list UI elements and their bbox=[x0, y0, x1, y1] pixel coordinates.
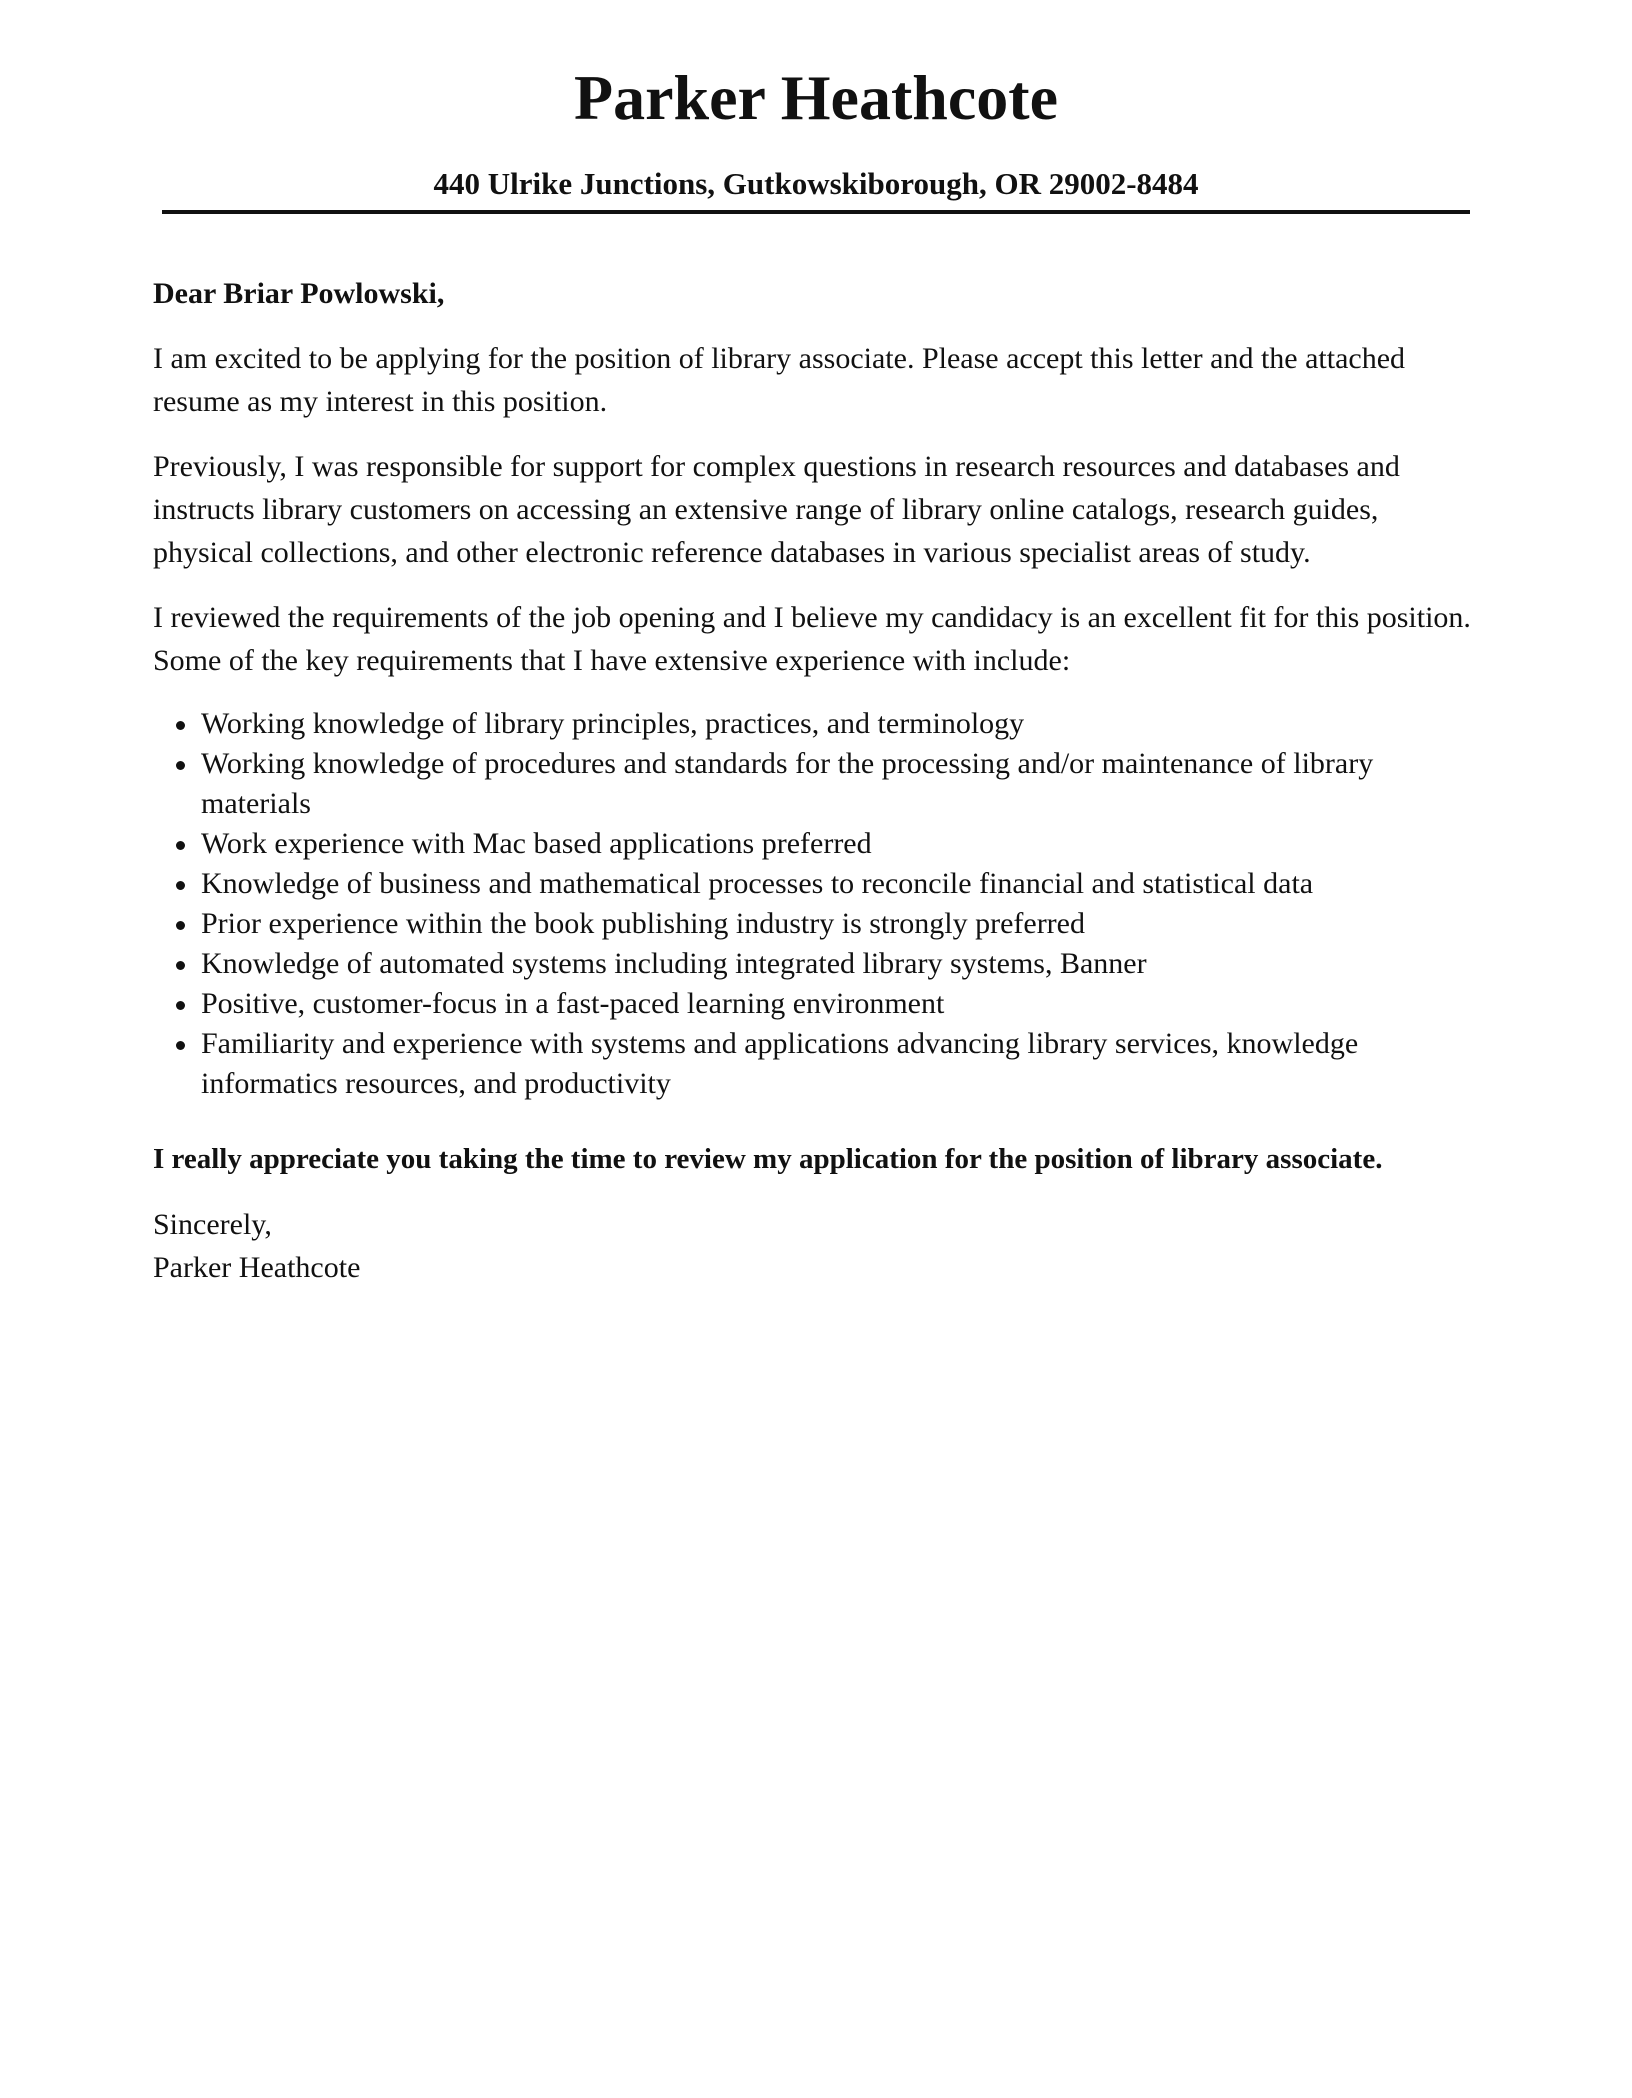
header-divider bbox=[162, 210, 1470, 214]
signoff: Sincerely, bbox=[153, 1208, 272, 1241]
letter-header bbox=[162, 58, 1470, 204]
requirements-list bbox=[153, 704, 1483, 1104]
requirements-paragraph: I reviewed the requirements of the job opening and I believe my candidacy is an excellent fit for this position. Some of the key requirements that I have extensive experience with include: bbox=[153, 601, 1471, 677]
bullet-icon bbox=[176, 761, 185, 770]
list-item bbox=[153, 984, 1483, 1024]
experience-paragraph: Previously, I was responsible for support for complex questions in research resources and databases and instructs library customers on accessing an extensive range of library online catalogs, research guides, physical collections, and other electronic reference databases in various specialist areas of study. bbox=[153, 450, 1400, 569]
list-item-text: Knowledge of business and mathematical processes to reconcile financial and statistical data bbox=[201, 867, 1314, 900]
list-item-text: Knowledge of automated systems including integrated library systems, Banner bbox=[201, 947, 1147, 980]
intro-paragraph: I am excited to be applying for the position of library associate. Please accept this letter and the attached resume as my interest in this position. bbox=[153, 342, 1406, 418]
list-item bbox=[153, 824, 1483, 864]
list-item bbox=[153, 944, 1483, 984]
bullet-icon bbox=[176, 1041, 185, 1050]
list-item bbox=[153, 1024, 1483, 1104]
closing-statement: I really appreciate you taking the time to review my application for the position of library associate. bbox=[153, 1143, 1383, 1175]
list-item-text: Prior experience within the book publishing industry is strongly preferred bbox=[201, 907, 1085, 940]
bullet-icon bbox=[176, 921, 185, 930]
applicant-address: 440 Ulrike Junctions, Gutkowskiborough, OR 29002-8484 bbox=[433, 166, 1199, 201]
list-item bbox=[153, 704, 1483, 744]
bullet-icon bbox=[176, 1001, 185, 1010]
list-item-text: Positive, customer-focus in a fast-paced learning environment bbox=[201, 987, 945, 1020]
signature-name: Parker Heathcote bbox=[153, 1251, 361, 1284]
list-item bbox=[153, 904, 1483, 944]
bullet-icon bbox=[176, 841, 185, 850]
letter-body bbox=[153, 272, 1483, 1289]
bullet-icon bbox=[176, 961, 185, 970]
salutation: Dear Briar Powlowski, bbox=[153, 277, 445, 310]
list-item bbox=[153, 744, 1483, 824]
list-item-text: Working knowledge of procedures and standards for the processing and/or maintenance of library materials bbox=[201, 747, 1374, 820]
list-item-text: Working knowledge of library principles, practices, and terminology bbox=[201, 707, 1025, 740]
bullet-icon bbox=[176, 881, 185, 890]
list-item bbox=[153, 864, 1483, 904]
list-item-text: Familiarity and experience with systems and applications advancing library services, knowledge informatics resources, and productivity bbox=[201, 1027, 1359, 1100]
applicant-name: Parker Heathcote bbox=[574, 62, 1058, 133]
bullet-icon bbox=[176, 721, 185, 730]
list-item-text: Work experience with Mac based applications preferred bbox=[201, 827, 872, 860]
